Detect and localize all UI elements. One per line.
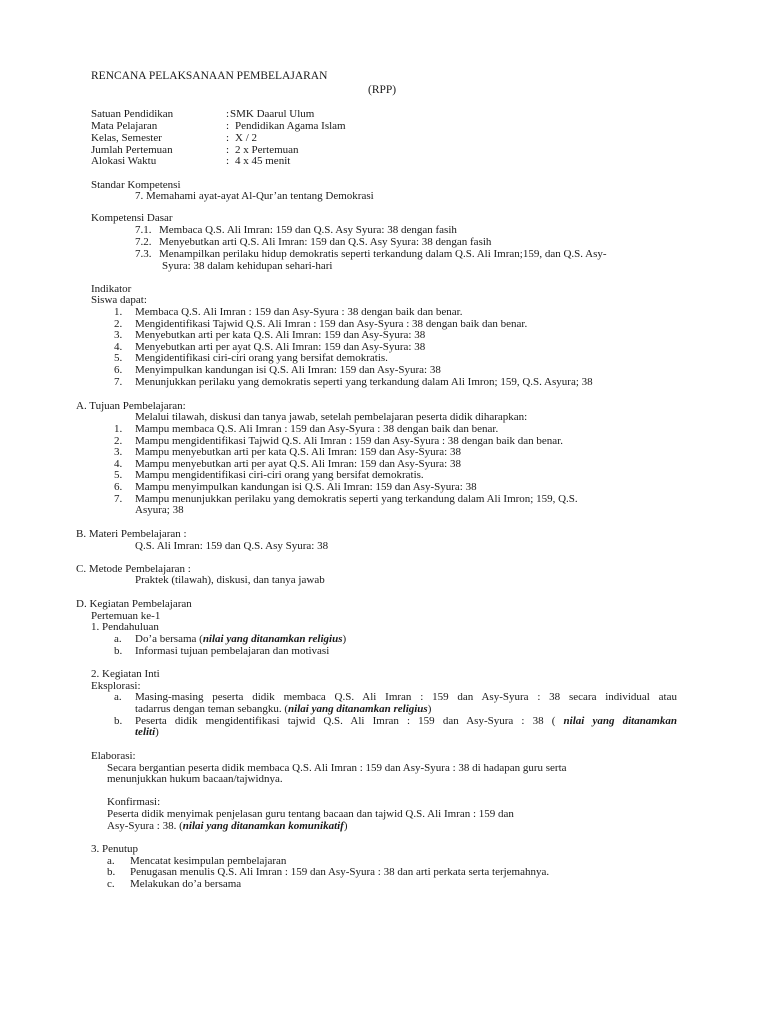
list-marker: b.: [107, 866, 116, 878]
identity-value: 4 x 45 menit: [235, 155, 291, 167]
list-marker: b.: [114, 715, 123, 727]
pertemuan-label: Pertemuan ke-1: [91, 610, 161, 622]
identity-separator: :: [226, 155, 230, 167]
list-number: 6.: [114, 364, 123, 376]
identity-label: Satuan Pendidikan: [91, 108, 174, 120]
elaborasi-heading: Elaborasi:: [91, 750, 136, 762]
identity-separator: :: [226, 132, 230, 144]
pendahuluan-item-b: Informasi tujuan pembelajaran dan motivasi: [135, 645, 330, 657]
kompetensi-item: Menampilkan perilaku hidup demokratis seperti terkandung dalam Q.S. Ali Imran;159, dan Q.S. Asy-: [159, 248, 607, 260]
kompetensi-item: Membaca Q.S. Ali Imran: 159 dan Q.S. Asy Syura: 38 dengan fasih: [159, 224, 457, 236]
list-item: Menyimpulkan kandungan isi Q.S. Ali Imran: 159 dan Asy-Syura: 38: [135, 364, 441, 376]
tujuan-intro: Melalui tilawah, diskusi dan tanya jawab, setelah pembelajaran peserta didik diharapkan:: [135, 411, 528, 423]
standar-heading: Standar Kompetensi: [91, 179, 181, 191]
penutup-item: Melakukan do’a bersama: [130, 878, 242, 890]
identity-separator: :: [226, 144, 230, 156]
identity-label: Mata Pelajaran: [91, 120, 158, 132]
identity-value: X / 2: [235, 132, 257, 144]
list-number: 4.: [114, 341, 123, 353]
metode-text: Praktek (tilawah), diskusi, dan tanya jawab: [135, 574, 325, 586]
konfirmasi-heading: Konfirmasi:: [107, 796, 161, 808]
list-number: 1.: [114, 423, 123, 435]
list-number: 4.: [114, 458, 123, 470]
metode-heading: C. Metode Pembelajaran :: [76, 563, 191, 575]
indikator-heading: Indikator: [91, 283, 132, 295]
identity-label: Kelas, Semester: [91, 132, 162, 144]
kegiatan-heading: D. Kegiatan Pembelajaran: [76, 598, 192, 610]
list-item-cont: Asyura; 38: [135, 504, 184, 516]
kompetensi-item-cont: Syura: 38 dalam kehidupan sehari-hari: [162, 260, 333, 272]
eksplorasi-item-a-line1: Masing-masing peserta didik membaca Q.S. Ali Imran : 159 dan Asy-Syura : 38 secara individual atau: [135, 691, 677, 703]
materi-heading: B. Materi Pembelajaran :: [76, 528, 187, 540]
document-title: RENCANA PELAKSANAAN PEMBELAJARAN: [91, 70, 328, 82]
eksplorasi-item-b-line2: teliti): [135, 726, 159, 738]
materi-text: Q.S. Ali Imran: 159 dan Q.S. Asy Syura: 38: [135, 540, 329, 552]
eksplorasi-item-a-line2: tadarrus dengan teman sebangku. (nilai yang ditanamkan religius): [135, 703, 432, 715]
identity-label: Alokasi Waktu: [91, 155, 157, 167]
kompetensi-num: 7.1.: [135, 224, 152, 236]
pendahuluan-item-a: Do’a bersama (nilai yang ditanamkan religius): [135, 633, 347, 645]
inti-heading: 2. Kegiatan Inti: [91, 668, 160, 680]
elaborasi-line1: Secara bergantian peserta didik membaca Q.S. Ali Imran : 159 dan Asy-Syura : 38 di hadapan guru serta: [107, 762, 567, 774]
list-item: Mampu mengidentifikasi Tajwid Q.S. Ali Imran : 159 dan Asy-Syura : 38 dengan baik dan benar.: [135, 435, 563, 447]
list-item: Menyebutkan arti per kata Q.S. Ali Imran: 159 dan Asy-Syura: 38: [135, 329, 426, 341]
list-marker: c.: [107, 878, 115, 890]
eksplorasi-item-b-line1: Peserta didik mengidentifikasi tajwid Q.S. Ali Imran : 159 dan Asy-Syura : 38 ( nilai yang ditanamkan: [135, 715, 677, 727]
list-item: Mengidentifikasi Tajwid Q.S. Ali Imran : 159 dan Asy-Syura : 38 dengan baik dan benar.: [135, 318, 528, 330]
identity-value: 2 x Pertemuan: [235, 144, 299, 156]
list-item: Menyebutkan arti per ayat Q.S. Ali Imran: 159 dan Asy-Syura: 38: [135, 341, 426, 353]
list-item: Mampu membaca Q.S. Ali Imran : 159 dan Asy-Syura : 38 dengan baik dan benar.: [135, 423, 499, 435]
list-item: Mengidentifikasi ciri-ciri orang yang bersifat demokratis.: [135, 352, 388, 364]
list-marker: a.: [107, 855, 115, 867]
list-number: 3.: [114, 446, 123, 458]
identity-value: SMK Daarul Ulum: [230, 108, 315, 120]
list-item: Mampu menunjukkan perilaku yang demokratis seperti yang terkandung dalam Ali Imron; 159, Q.S.: [135, 493, 578, 505]
list-item: Membaca Q.S. Ali Imran : 159 dan Asy-Syura : 38 dengan baik dan benar.: [135, 306, 463, 318]
standar-item: 7. Memahami ayat-ayat Al-Qur’an tentang Demokrasi: [135, 190, 374, 202]
list-number: 6.: [114, 481, 123, 493]
list-number: 3.: [114, 329, 123, 341]
list-item: Mampu menyebutkan arti per kata Q.S. Ali Imran: 159 dan Asy-Syura: 38: [135, 446, 461, 458]
list-number: 5.: [114, 352, 123, 364]
kompetensi-item: Menyebutkan arti Q.S. Ali Imran: 159 dan Q.S. Asy Syura: 38 dengan fasih: [159, 236, 492, 248]
list-marker: b.: [114, 645, 123, 657]
identity-value: Pendidikan Agama Islam: [235, 120, 346, 132]
list-marker: a.: [114, 691, 122, 703]
penutup-item: Mencatat kesimpulan pembelajaran: [130, 855, 287, 867]
eksplorasi-heading: Eksplorasi:: [91, 680, 141, 692]
penutup-item: Penugasan menulis Q.S. Ali Imran : 159 dan Asy-Syura : 38 dan arti perkata serta terjemahnya.: [130, 866, 550, 878]
list-number: 5.: [114, 469, 123, 481]
document-subtitle: (RPP): [368, 84, 397, 96]
indikator-subheading: Siswa dapat:: [91, 294, 147, 306]
list-item: Mampu mengidentifikasi ciri-ciri orang yang bersifat demokratis.: [135, 469, 424, 481]
list-item: Mampu menyebutkan arti per ayat Q.S. Ali Imran: 159 dan Asy-Syura: 38: [135, 458, 461, 470]
list-item: Menunjukkan perilaku yang demokratis seperti yang terkandung dalam Ali Imron; 159, Q.S. Asyura; 38: [135, 376, 593, 388]
list-number: 2.: [114, 435, 123, 447]
identity-label: Jumlah Pertemuan: [91, 144, 173, 156]
kompetensi-num: 7.2.: [135, 236, 152, 248]
list-number: 2.: [114, 318, 123, 330]
konfirmasi-line2: Asy-Syura : 38. (nilai yang ditanamkan komunikatif): [107, 820, 348, 832]
identity-separator: :: [226, 120, 230, 132]
penutup-heading: 3. Penutup: [91, 843, 139, 855]
list-marker: a.: [114, 633, 122, 645]
tujuan-heading: A. Tujuan Pembelajaran:: [76, 400, 186, 412]
kompetensi-heading: Kompetensi Dasar: [91, 212, 173, 224]
pendahuluan-heading: 1. Pendahuluan: [91, 621, 159, 633]
list-item: Mampu menyimpulkan kandungan isi Q.S. Ali Imran: 159 dan Asy-Syura: 38: [135, 481, 477, 493]
konfirmasi-line1: Peserta didik menyimak penjelasan guru tentang bacaan dan tajwid Q.S. Ali Imran : 159 dan: [107, 808, 514, 820]
kompetensi-num: 7.3.: [135, 248, 152, 260]
list-number: 7.: [114, 493, 123, 505]
elaborasi-line2: menunjukkan hukum bacaan/tajwidnya.: [107, 773, 283, 785]
list-number: 1.: [114, 306, 123, 318]
list-number: 7.: [114, 376, 123, 388]
identity-separator: :: [226, 108, 230, 120]
